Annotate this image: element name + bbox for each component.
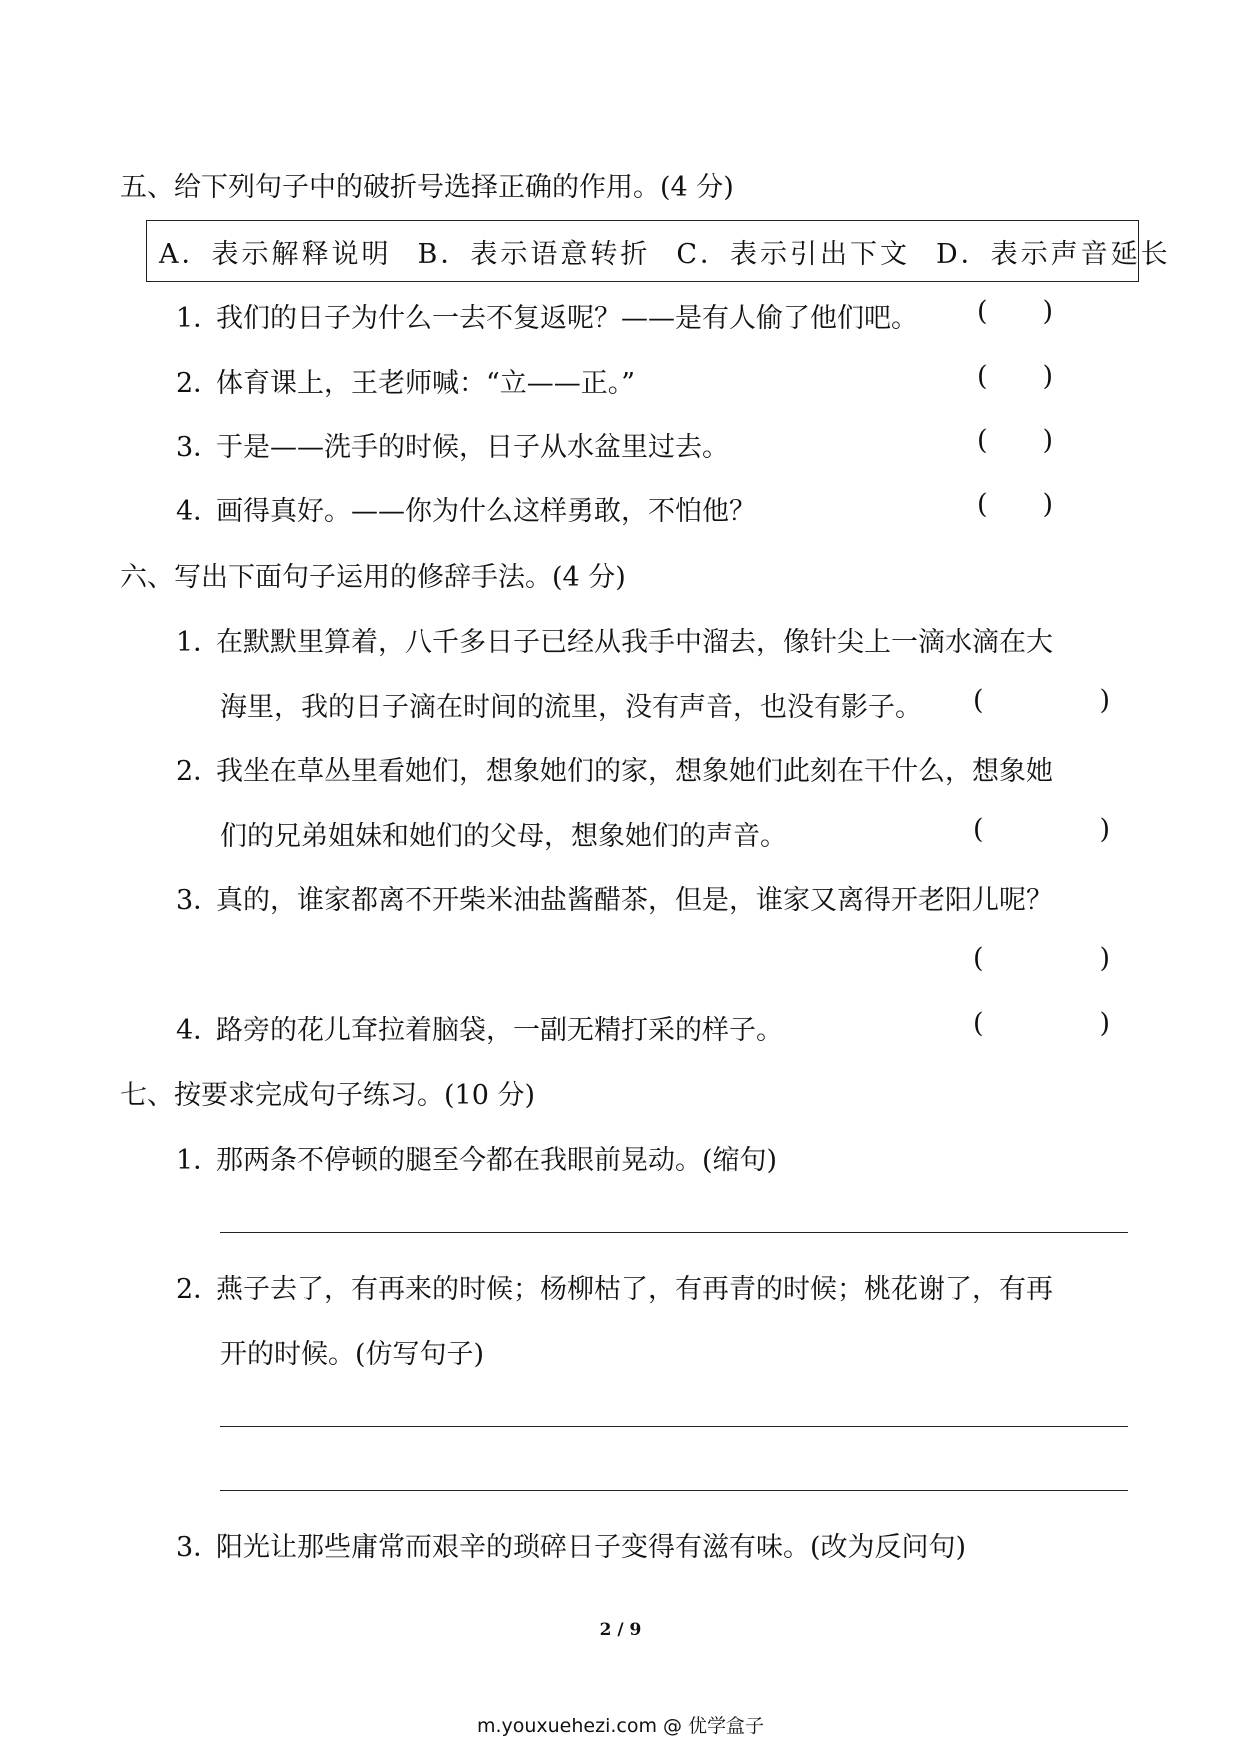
s7-question-1: 1．那两条不停顿的腿至今都在我眼前晃动。(缩句): [176, 1145, 778, 1176]
option-a: A．表示解释说明: [159, 238, 392, 270]
s5-question-2: 2．体育课上，王老师喊：“立——正。”: [176, 368, 636, 399]
s5-question-4: 4．画得真好。——你为什么这样勇敢，不怕他？: [176, 496, 756, 527]
option-b: B．表示语意转折: [417, 238, 651, 270]
s6-answer-paren-3[interactable]: ( ): [973, 943, 1111, 974]
s5-answer-paren-3[interactable]: ( ): [977, 425, 1054, 456]
s6-question-2-line-2: 们的兄弟姐妹和她们的父母，想象她们的声音。: [220, 821, 787, 852]
s5-answer-paren-4[interactable]: ( ): [977, 489, 1054, 520]
s5-answer-paren-2[interactable]: ( ): [977, 361, 1054, 392]
s7-question-3: 3．阳光让那些庸常而艰辛的琐碎日子变得有滋有味。(改为反问句): [176, 1532, 967, 1563]
option-c: C．表示引出下文: [676, 238, 911, 270]
s6-question-1-line-2: 海里，我的日子滴在时间的流里，没有声音，也没有影子。: [220, 692, 922, 723]
section-7-title: 七、按要求完成句子练习。(10 分): [120, 1080, 536, 1111]
s7-answer-line-1[interactable]: [220, 1232, 1128, 1233]
s6-question-3: 3．真的，谁家都离不开柴米油盐酱醋茶，但是，谁家又离得开老阳儿呢？: [176, 885, 1053, 916]
s7-answer-line-2a[interactable]: [220, 1426, 1128, 1427]
s5-question-1: 1．我们的日子为什么一去不复返呢？——是有人偷了他们吧。: [176, 303, 918, 334]
s7-question-2-line-2: 开的时候。(仿写句子): [220, 1339, 485, 1370]
option-d: D．表示声音延长: [936, 238, 1171, 270]
s6-question-4: 4．路旁的花儿耷拉着脑袋，一副无精打采的样子。: [176, 1015, 783, 1046]
s6-answer-paren-1[interactable]: ( ): [973, 685, 1111, 716]
s5-answer-paren-1[interactable]: ( ): [977, 296, 1054, 327]
footer-watermark: m.youxuehezi.com @ 优学盒子: [476, 1715, 765, 1737]
s5-question-3: 3．于是——洗手的时候，日子从水盆里过去。: [176, 432, 729, 463]
section-5-title: 五、给下列句子中的破折号选择正确的作用。(4 分): [120, 172, 734, 203]
s7-answer-line-2b[interactable]: [220, 1490, 1128, 1491]
s6-question-2: 2．我坐在草丛里看她们，想象她们的家，想象她们此刻在干什么，想象她: [176, 756, 1053, 787]
section-6-title: 六、写出下面句子运用的修辞手法。(4 分): [120, 562, 626, 593]
s6-question-1: 1．在默默里算着，八千多日子已经从我手中溜去，像针尖上一滴水滴在大: [176, 627, 1053, 658]
s7-question-2: 2．燕子去了，有再来的时候；杨柳枯了，有再青的时候；桃花谢了，有再: [176, 1274, 1053, 1305]
option-box: [146, 220, 1171, 282]
s6-answer-paren-4[interactable]: ( ): [973, 1008, 1111, 1039]
s6-answer-paren-2[interactable]: ( ): [973, 814, 1111, 845]
page-number: 2 / 9: [599, 1620, 642, 1640]
